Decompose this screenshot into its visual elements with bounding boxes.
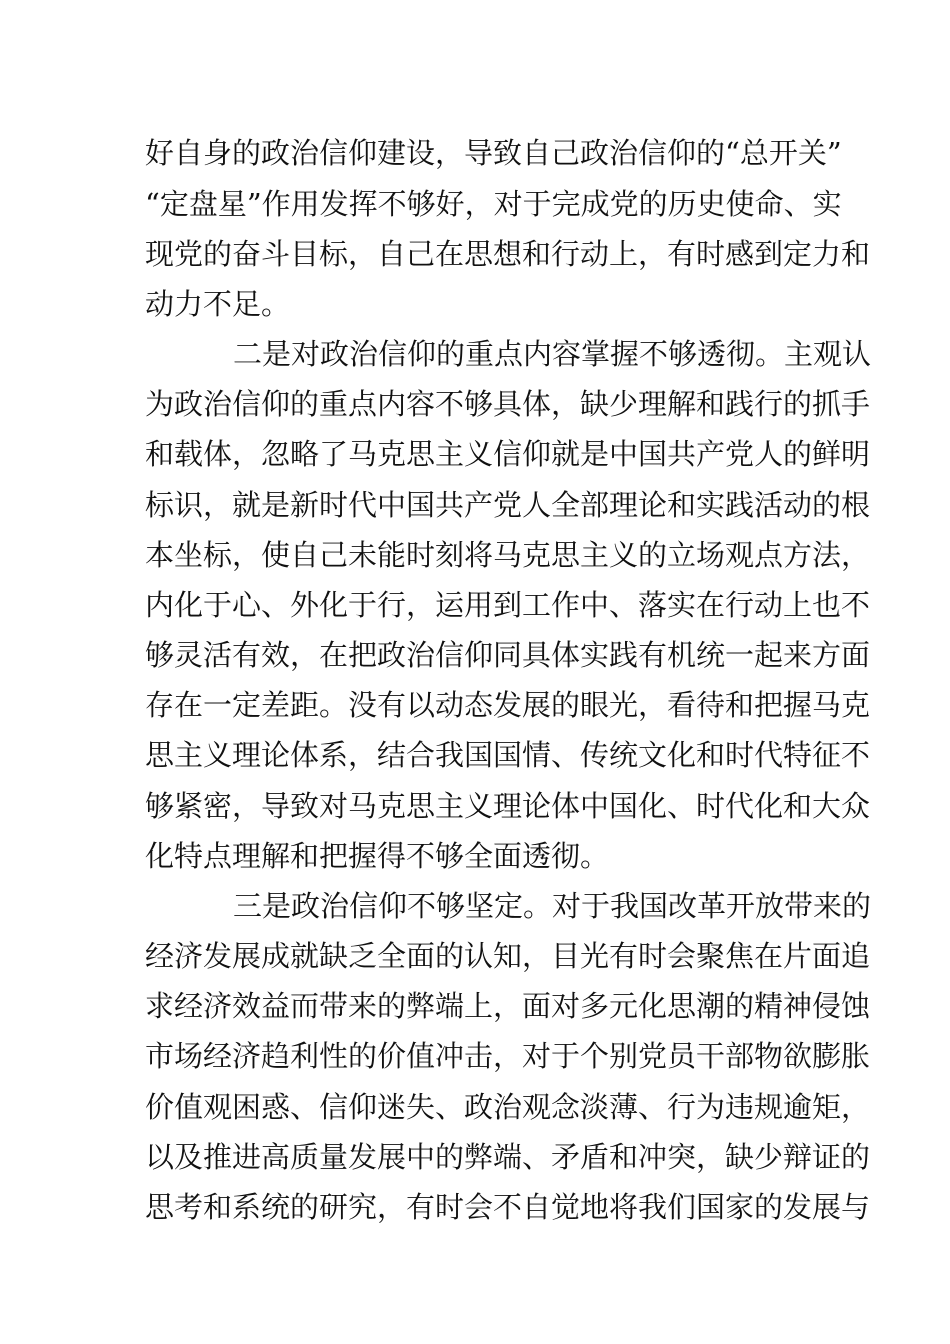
text-line-9: 本坐标，使自己未能时刻将马克思主义的立场观点方法， [145, 538, 871, 572]
text-line-6: 为政治信仰的重点内容不够具体，缺少理解和践行的抓手 [145, 387, 871, 421]
text-line-19: 市场经济趋利性的价值冲击，对于个别党员干部物欲膨胀 [145, 1039, 871, 1073]
text-line-18: 求经济效益而带来的弊端上，面对多元化思潮的精神侵蚀 [145, 989, 871, 1023]
text-line-4: 动力不足。 [145, 287, 291, 321]
text-line-13: 思主义理论体系，结合我国国情、传统文化和时代特征不 [145, 738, 871, 772]
text-line-20: 价值观困惑、信仰迷失、政治观念淡薄、行为违规逾矩， [145, 1090, 871, 1124]
text-line-3: 现党的奋斗目标，自己在思想和行动上，有时感到定力和 [145, 237, 871, 271]
text-line-2: “定盘星”作用发挥不够好，对于完成党的历史使命、实 [145, 187, 842, 221]
text-line-17: 经济发展成就缺乏全面的认知，目光有时会聚焦在片面追 [145, 939, 871, 973]
text-line-14: 够紧密，导致对马克思主义理论体中国化、时代化和大众 [145, 789, 871, 823]
text-line-8: 标识，就是新时代中国共产党人全部理论和实践活动的根 [145, 488, 871, 522]
text-line-12: 存在一定差距。没有以动态发展的眼光，看待和把握马克 [145, 688, 871, 722]
paragraph-3-first-line: 三是政治信仰不够坚定。对于我国改革开放带来的 [233, 889, 872, 923]
text-line-11: 够灵活有效，在把政治信仰同具体实践有机统一起来方面 [145, 638, 871, 672]
text-line-22: 思考和系统的研究，有时会不自觉地将我们国家的发展与 [145, 1190, 871, 1224]
text-line-21: 以及推进高质量发展中的弊端、矛盾和冲突，缺少辩证的 [145, 1140, 871, 1174]
text-line-1: 好自身的政治信仰建设，导致自己政治信仰的“总开关” [145, 136, 842, 170]
paragraph-2-first-line: 二是对政治信仰的重点内容掌握不够透彻。主观认 [233, 337, 872, 371]
text-line-7: 和载体，忽略了马克思主义信仰就是中国共产党人的鲜明 [145, 437, 871, 471]
text-line-10: 内化于心、外化于行，运用到工作中、落实在行动上也不 [145, 588, 871, 622]
text-line-15: 化特点理解和把握得不够全面透彻。 [145, 839, 610, 873]
